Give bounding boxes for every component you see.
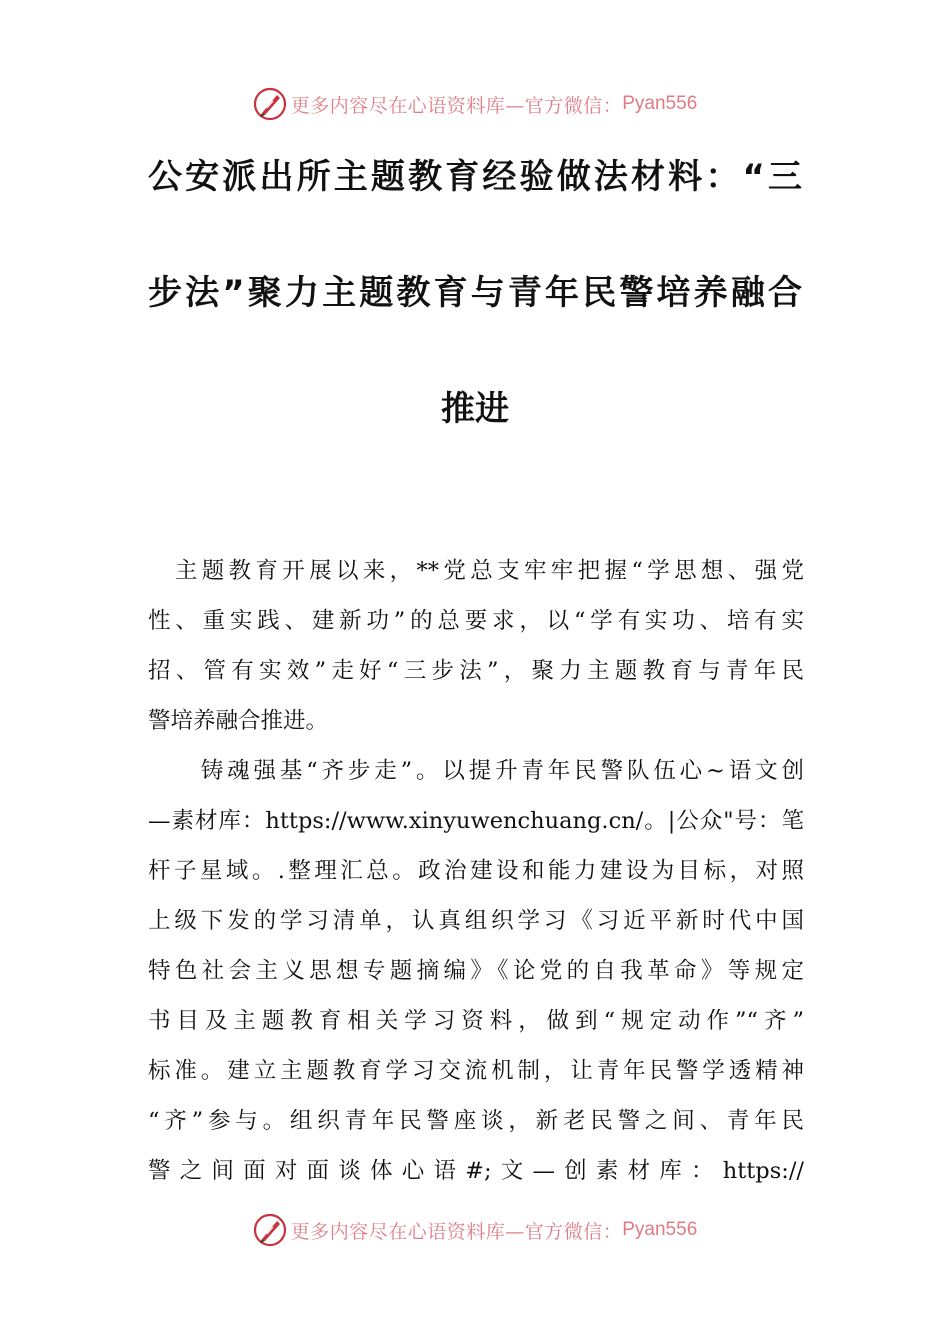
banner-text: 更多内容尽在心语资料库—官方微信： [290,1220,623,1243]
body-line: 警之间面对面谈体心语#;文—创素材库：https:// [148,1158,804,1184]
header-banner [0,84,950,124]
body-line: 书目及主题教育相关学习资料，做到“规定动作”“齐” [148,1008,804,1034]
title-line-2: 步法”聚力主题教育与青年民警培养融合 [148,273,802,313]
body-line: 杆子星域。.整理汇总。政治建设和能力建设为目标，对照 [148,858,804,884]
title-line-1: 公安派出所主题教育经验做法材料：“三 [148,157,802,197]
title-line-3: 推进 [441,389,509,429]
banner-wechat-id: Pyan556 [622,93,698,114]
body-line: —素材库：https://www.xinyuwenchuang.cn/。|公众"号：笔 [148,808,804,834]
body-line: 上级下发的学习清单，认真组织学习《习近平新时代中国 [148,908,804,934]
document-title [148,157,802,508]
body-line: 铸魂强基“齐步走”。以提升青年民警队伍心~语文创 [148,758,804,784]
body-line: “齐”参与。组织青年民警座谈，新老民警之间、青年民 [148,1108,804,1134]
body-line: 主题教育开展以来，**党总支牢牢把握“学思想、强党 [148,558,804,584]
body-line: 标准。建立主题教育学习交流机制，让青年民警学透精神 [148,1058,804,1084]
banner-wechat-id: Pyan556 [622,1219,698,1240]
body-line: 特色社会主义思想专题摘编》《论党的自我革命》等规定 [148,958,804,984]
body-line: 招、管有实效”走好“三步法”，聚力主题教育与青年民 [148,658,804,684]
body-line: 性、重实践、建新功”的总要求，以“学有实功、培有实 [148,608,804,634]
footer-banner [0,1210,950,1250]
body-line: 警培养融合推进。 [148,708,329,734]
quill-pen-logo-icon [253,87,287,121]
banner-text: 更多内容尽在心语资料库—官方微信： [290,94,623,117]
document-body [148,546,804,1196]
quill-pen-logo-icon [253,1213,287,1247]
